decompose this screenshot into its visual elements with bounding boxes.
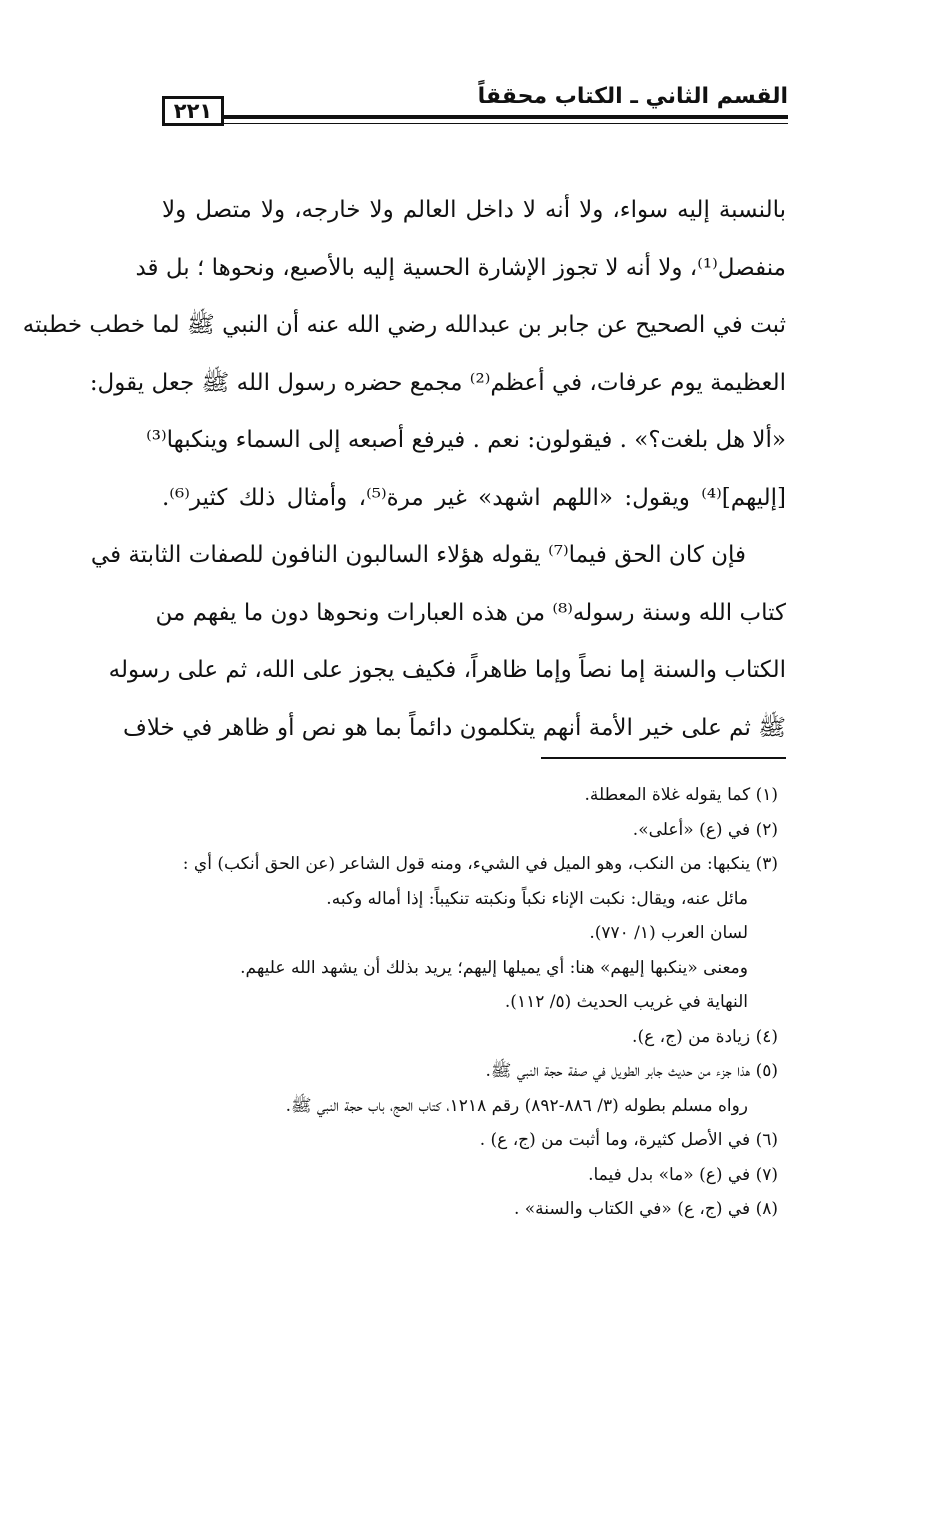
text-line: منفصل⁽¹⁾، ولا أنه لا تجوز الإشارة الحسية إليه بالأصبع، ونحوها ؛ بل قد	[135, 254, 786, 281]
footnote-3-source-2: النهاية في غريب الحديث (٥/ ١١٢).	[504, 992, 748, 1012]
footnote-separator	[541, 757, 786, 759]
text-line: كتاب الله وسنة رسوله⁽⁸⁾ من هذه العبارات ونحوها دون ما يفهم من	[155, 599, 786, 626]
text-line: [إليهم]⁽⁴⁾ ويقول: «اللهم اشهد» غير مرة⁽⁵⁾، وأمثال ذلك كثير⁽⁶⁾.	[162, 484, 786, 511]
main-text	[22, 182, 786, 757]
footnote-4: (٤) زيادة من (ج، ع).	[632, 1026, 778, 1047]
header-rule-thin	[224, 123, 788, 124]
text-line: العظيمة يوم عرفات، في أعظم⁽²⁾ مجمع حضره رسول الله ﷺ جعل يقول:	[89, 369, 786, 396]
text-line: بالنسبة إليه سواء، ولا أنه لا داخل العالم ولا خارجه، ولا متصل ولا	[162, 197, 786, 223]
footnote-5: (٥) هذا جزء من حديث جابر الطويل في صفة حجة النبي ﷺ.	[485, 1061, 778, 1081]
footnote-3-source: لسان العرب (١/ ٧٧٠).	[589, 923, 748, 943]
footnote-8: (٨) في (ج، ع) «في الكتاب والسنة» .	[513, 1199, 778, 1219]
running-header: القسم الثاني ـ الكتاب محققاً	[477, 84, 788, 109]
paragraph-2	[90, 527, 786, 757]
footnote-3: (٣) ينكبها: من النكب، وهو الميل في الشيء، ومنه قول الشاعر (عن الحق أنكب) أي :	[182, 854, 778, 874]
text-line: ﷺ ثم على خير الأمة أنهم يتكلمون دائماً بما هو نص أو ظاهر في خلاف	[122, 714, 786, 741]
footnote-5-continued: رواه مسلم بطوله (٣/ ٨٨٦-٨٩٢) رقم ١٢١٨، كتاب الحج، باب حجة النبي ﷺ.	[285, 1095, 748, 1116]
header-rule-thick	[224, 115, 788, 119]
footnote-3-meaning: ومعنى «ينكبها إليهم» هنا: أي يميلها إليهم؛ يريد بذلك أن يشهد الله عليهم.	[240, 957, 748, 978]
footnote-7: (٧) في (ع) «ما» بدل فيما.	[588, 1164, 778, 1185]
footnote-1: (١) كما يقوله غلاة المعطلة.	[584, 785, 778, 805]
footnote-6: (٦) في الأصل كثيرة، وما أثبت من (ج، ع) .	[479, 1130, 778, 1150]
paragraph-1	[22, 182, 786, 527]
footnote-2: (٢) في (ع) «أعلى».	[632, 819, 778, 840]
page-number: ٢٢١	[162, 96, 224, 126]
footnote-3-continued: مائل عنه، ويقال: نكبت الإناء نكباً ونكبته تنكيباً: إذا أماله وكبه.	[326, 888, 748, 909]
text-line: الكتاب والسنة إما نصاً وإما ظاهراً، فكيف يجوز على الله، ثم على رسوله	[108, 657, 786, 683]
footnotes	[160, 778, 778, 1227]
text-line: «ألا هل بلغت؟» . فيقولون: نعم . فيرفع أصبعه إلى السماء وينكبها⁽³⁾	[146, 427, 786, 453]
text-line: فإن كان الحق فيما⁽⁷⁾ يقوله هؤلاء السالبون النافون للصفات الثابتة في	[90, 542, 746, 568]
text-line: ثبت في الصحيح عن جابر بن عبدالله رضي الله عنه أن النبي ﷺ لما خطب خطبته	[22, 312, 786, 338]
